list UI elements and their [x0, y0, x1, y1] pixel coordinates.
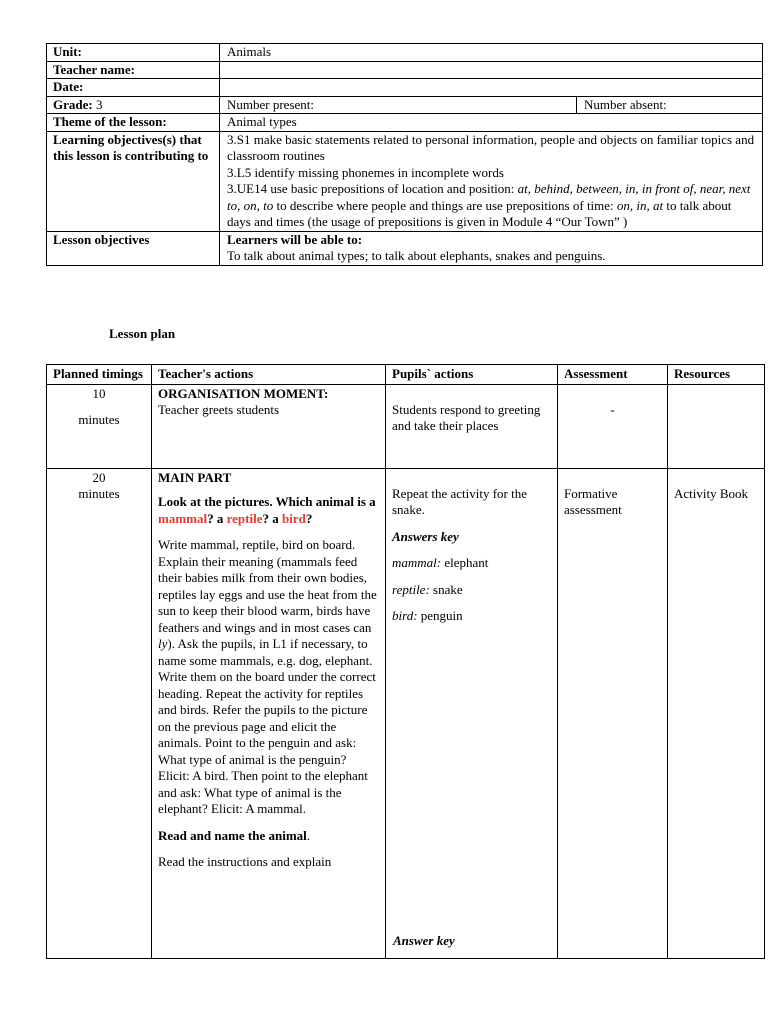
plan-row-main: [47, 468, 765, 958]
teacher-label: Teacher name:: [47, 61, 220, 79]
assessment-cell: [558, 468, 668, 958]
assessment-cell: [558, 384, 668, 468]
teacher-actions-cell: [152, 384, 386, 468]
grade-row: [47, 96, 763, 114]
header-resources: Resources: [668, 365, 765, 385]
pupils-actions-cell: [386, 384, 558, 468]
lesson-objectives-row: [47, 231, 763, 265]
read-heading: Read and name the animal.: [158, 827, 311, 843]
header-pupils: Pupils` actions: [386, 365, 558, 385]
teacher-actions-cell: [152, 468, 386, 958]
timing-cell: [47, 384, 152, 468]
organisation-heading: ORGANISATION MOMENT:: [158, 385, 329, 401]
lesson-objectives-label: Lesson objectives: [47, 231, 220, 265]
assessment-text: -: [610, 401, 615, 417]
task-question: Look at the pictures. Which animal is a mammal? a reptile? a bird?: [158, 494, 376, 526]
theme-row: [47, 114, 763, 132]
date-row: [47, 79, 763, 97]
answers-key-heading: Answers key: [392, 528, 459, 544]
lesson-plan-table: [46, 364, 765, 959]
objectives-label: Learning objectives(s) that this lesson is contributing to: [47, 131, 220, 231]
timing-unit: minutes: [78, 486, 120, 501]
teacher-row: [47, 61, 763, 79]
lesson-info-table: [46, 43, 763, 266]
number-present: Number present:: [220, 96, 577, 114]
lesson-plan-title: Lesson plan: [109, 326, 176, 341]
pupils-actions-cell: [386, 468, 558, 958]
theme-label: Theme of the lesson:: [47, 114, 220, 132]
read-text: Read the instructions and explain: [158, 854, 332, 869]
timing-number: 10: [92, 385, 106, 401]
answer-bird: bird: penguin: [392, 608, 463, 623]
plan-header-row: [47, 365, 765, 385]
objective-2: 3.L5 identify missing phonemes in incomplete words: [227, 164, 504, 180]
pupils-text: Students respond to greeting and take their places: [392, 401, 541, 433]
date-label: Date:: [47, 79, 220, 97]
grade-value: 3: [95, 96, 103, 112]
answer-mammal: mammal: elephant: [392, 555, 489, 570]
lesson-objectives-head: Learners will be able to:: [227, 231, 363, 247]
resources-text: Activity Book: [674, 485, 749, 501]
teacher-value: [220, 61, 763, 79]
main-part-heading: MAIN PART: [158, 469, 232, 485]
answer-key-heading: Answer key: [393, 933, 455, 948]
number-absent: Number absent:: [577, 96, 763, 114]
timing-unit: minutes: [78, 412, 120, 427]
pupils-repeat: Repeat the activity for the snake.: [392, 485, 528, 517]
header-timings: Planned timings: [47, 365, 152, 385]
date-value: [220, 79, 763, 97]
assessment-text: Formative assessment: [564, 485, 622, 517]
timing-number: 20: [92, 469, 106, 485]
resources-cell: [668, 384, 765, 468]
teacher-instructions: Write mammal, reptile, bird on board. Explain their meaning (mammals feed their babies milk from their own bodies, reptiles lay eggs and use the heat from the sun to keep their blood warm, birds have feathers and wings and in most cases can ly). Ask the pupils, in L1 if necessary, to name some mammals, e.g. dog, elephant. Write them on the board under the correct heading. Repeat the activity for reptiles and birds. Refer the pupils to the picture on the previous page and elicit the animals. Point to the penguin and ask: What type of animal is the penguin? Elicit: A bird. Then point to the elephant and ask: What type of animal is the elephant? Elicit: A mammal.: [158, 537, 377, 816]
grade-label: Grade: 3: [47, 96, 220, 114]
objectives-row: [47, 131, 763, 231]
unit-value: Animals: [220, 44, 763, 62]
timing-cell: [47, 468, 152, 958]
resources-cell: [668, 468, 765, 958]
lesson-objectives-value: [220, 231, 763, 265]
lesson-objectives-text: To talk about animal types; to talk about elephants, snakes and penguins.: [227, 248, 606, 263]
answer-reptile: reptile: snake: [392, 581, 463, 597]
objective-1: 3.S1 make basic statements related to personal information, people and objects on familiar topics and classroom routines: [227, 131, 755, 163]
plan-row-organisation: [47, 384, 765, 468]
objective-3: 3.UE14 use basic prepositions of location and position: at, behind, between, in, in front of, near, next to, on, to to describe where people and things are use prepositions of time: on, in, at to talk about days and times (the usage of prepositions is given in Module 4 “Our Town” ): [227, 181, 751, 229]
unit-label: Unit:: [47, 44, 220, 62]
theme-value: Animal types: [220, 114, 763, 132]
organisation-text: Teacher greets students: [158, 402, 280, 417]
header-teacher: Teacher's actions: [152, 365, 386, 385]
unit-row: [47, 44, 763, 62]
objectives-value: [220, 131, 763, 231]
header-assessment: Assessment: [558, 365, 668, 385]
